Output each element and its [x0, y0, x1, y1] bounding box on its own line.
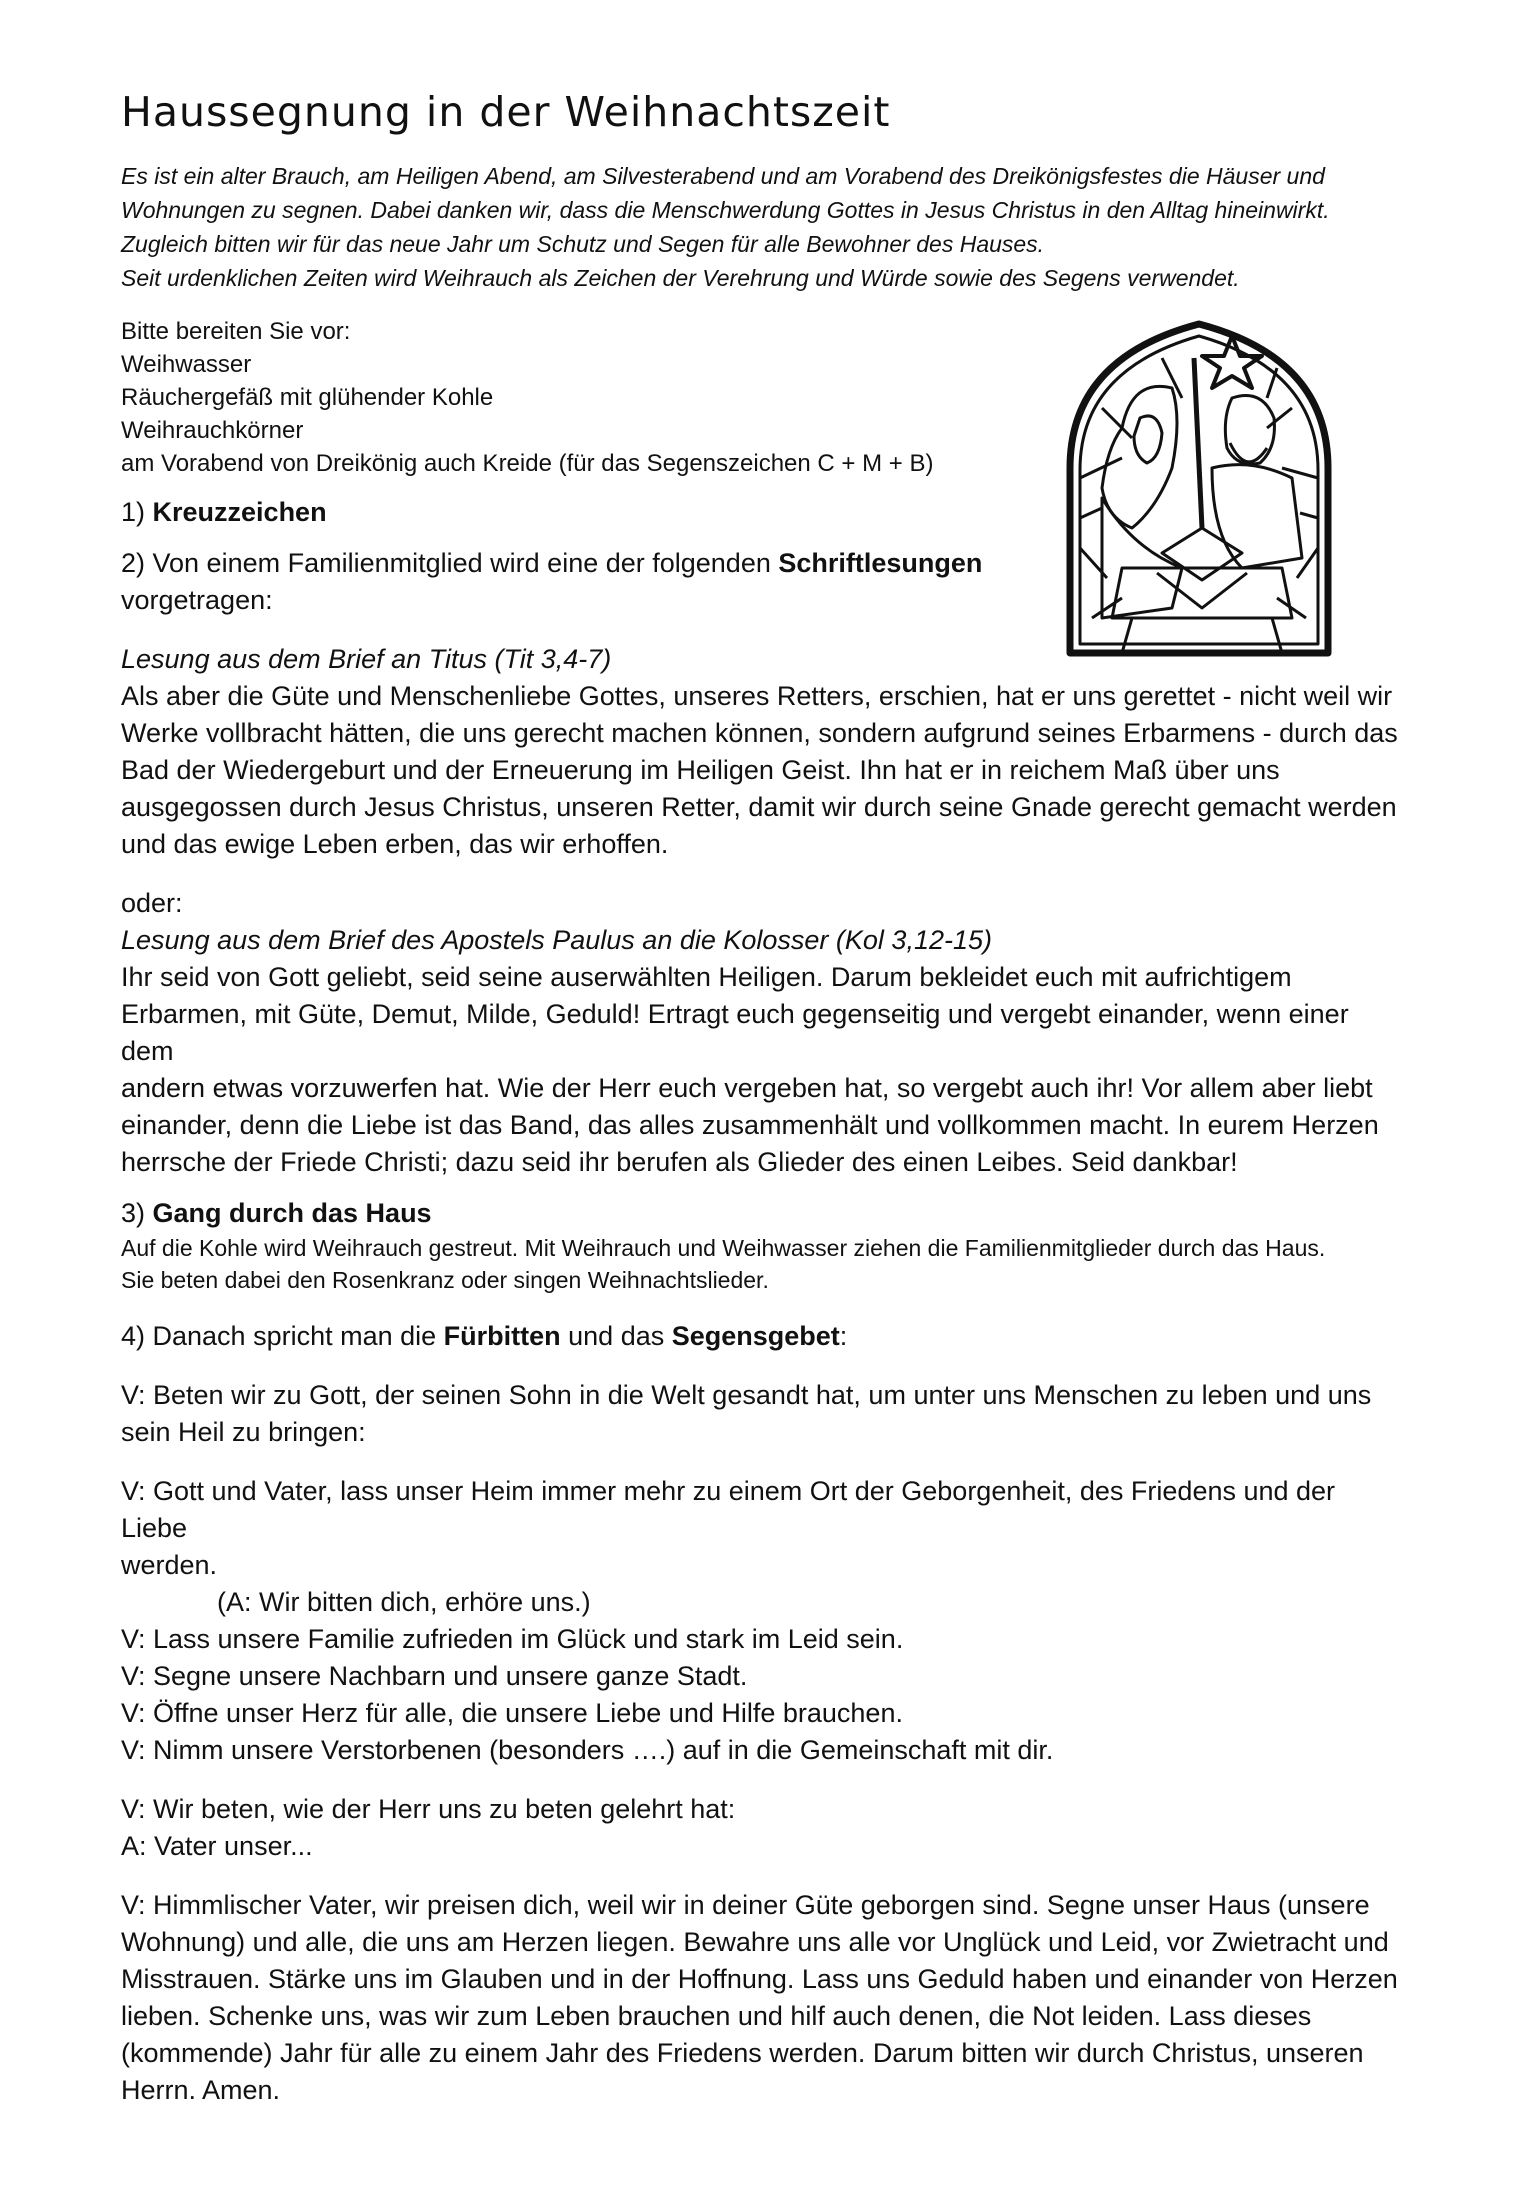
prep-item: Räuchergefäß mit glühender Kohle — [121, 384, 494, 412]
blessing-line: Wohnung) und alle, die uns am Herzen liegen. Bewahre uns alle vor Unglück und Leid, vor Zwietracht und — [121, 1927, 1389, 1958]
step-1-title: Kreuzzeichen — [152, 497, 327, 528]
petition-line: V: Segne unsere Nachbarn und unsere ganze Stadt. — [121, 1661, 748, 1692]
reading-line: herrsche der Friede Christi; dazu seid ihr berufen als Glieder des einen Leibes. Seid dankbar! — [121, 1147, 1238, 1178]
reading-line: ausgegossen durch Jesus Christus, unseren Retter, damit wir durch seine Gnade gerecht gemacht werden — [121, 792, 1397, 823]
reading-line: Ihr seid von Gott geliebt, seid seine auserwählten Heiligen. Darum bekleidet euch mit aufrichtigem — [121, 962, 1292, 993]
petition-line: werden. — [121, 1550, 218, 1581]
intro-line: Wohnungen zu segnen. Dabei danken wir, dass die Menschwerdung Gottes in Jesus Christus in den Alltag hineinwirkt. — [121, 197, 1330, 224]
blessing-prayer — [121, 1887, 1401, 2109]
reading-line: Werke vollbracht hätten, die uns gerecht machen können, sondern aufgrund seines Erbarmens - durch das — [121, 718, 1398, 749]
page-title: Haussegnung in der Weihnachtszeit — [121, 88, 891, 136]
blessing-line: lieben. Schenke uns, was wir zum Leben brauchen und hilf auch denen, die Not leiden. Lass dieses — [121, 2001, 1312, 2032]
intro-line: Es ist ein alter Brauch, am Heiligen Abend, am Silvesterabend und am Vorabend des Dreikönigsfestes die Häuser und — [121, 163, 1325, 190]
lords-prayer: V: Wir beten, wie der Herr uns zu beten gelehrt hat: A: Vater unser... — [121, 1794, 736, 1862]
reading-kolosser — [121, 885, 1401, 1181]
step-2: 2) Von einem Familienmitglied wird eine der folgenden Schriftlesungen vorgetragen: — [121, 548, 983, 616]
blessing-line: Misstrauen. Stärke uns im Glauben und in der Hoffnung. Lass uns Geduld haben und einander von Herzen — [121, 1964, 1398, 1995]
step-4: 4) Danach spricht man die Fürbitten und das Segensgebet: — [121, 1321, 848, 1352]
blessing-line: Herrn. Amen. — [121, 2075, 281, 2106]
intro-paragraph — [121, 159, 1401, 295]
prep-item: Weihwasser — [121, 351, 252, 379]
intro-line: Zugleich bitten wir für das neue Jahr um Schutz und Segen für alle Bewohner des Hauses. — [121, 231, 1045, 258]
reading-titus — [121, 641, 1401, 863]
nativity-stained-glass-icon — [1062, 318, 1336, 658]
petition-line: V: Nimm unsere Verstorbenen (besonders ….) auf in die Gemeinschaft mit dir. — [121, 1735, 1054, 1766]
reading-line: Bad der Wiedergeburt und der Erneuerung im Heiligen Geist. Ihn hat er in reichem Maß über uns — [121, 755, 1280, 786]
reading-title: Lesung aus dem Brief des Apostels Paulus an die Kolosser (Kol 3,12-15) — [121, 925, 993, 956]
step-1: 1) Kreuzzeichen — [121, 497, 327, 528]
step-3-line: Sie beten dabei den Rosenkranz oder singen Weihnachtslieder. — [121, 1267, 769, 1294]
blessing-line: (kommende) Jahr für alle zu einem Jahr des Friedens werden. Darum bitten wir durch Christus, unseren — [121, 2038, 1364, 2069]
reading-line: andern etwas vorzuwerfen hat. Wie der Herr euch vergeben hat, so vergebt auch ihr! Vor allem aber liebt — [121, 1073, 1373, 1104]
prep-item: Weihrauchkörner — [121, 417, 304, 445]
petition-line: V: Gott und Vater, lass unser Heim immer mehr zu einem Ort der Geborgenheit, des Friedens und der Liebe — [121, 1476, 1336, 1544]
petition-line: V: Öffne unser Herz für alle, die unsere Liebe und Hilfe brauchen. — [121, 1698, 903, 1729]
step-4-keyword: Fürbitten — [443, 1321, 561, 1352]
intercession-intro: V: Beten wir zu Gott, der seinen Sohn in die Welt gesandt hat, um unter uns Menschen zu leben und uns sein Heil zu bringen: — [121, 1380, 1372, 1448]
intro-line: Seit urdenklichen Zeiten wird Weihrauch als Zeichen der Verehrung und Würde sowie des Segens verwendet. — [121, 265, 1240, 292]
reading-line: Als aber die Güte und Menschenliebe Gottes, unseres Retters, erschien, hat er uns gerettet - nicht weil wir — [121, 681, 1393, 712]
reading-title: Lesung aus dem Brief an Titus (Tit 3,4-7) — [121, 644, 612, 675]
step-4-keyword: Segensgebet — [671, 1321, 840, 1352]
petition-line: V: Lass unsere Familie zufrieden im Glück und stark im Leid sein. — [121, 1624, 904, 1655]
prep-item: am Vorabend von Dreikönig auch Kreide (für das Segenszeichen C + M + B) — [121, 450, 934, 478]
step-3-line: Auf die Kohle wird Weihrauch gestreut. Mit Weihrauch und Weihwasser ziehen die Familienmitglieder durch das Haus. — [121, 1235, 1326, 1262]
reading-line: und das ewige Leben erben, das wir erhoffen. — [121, 829, 669, 860]
step-3: 3) Gang durch das Haus Auf die Kohle wird Weihrauch gestreut. Mit Weihrauch und Weihwasser ziehen die Familienmitglieder durch das Haus. Sie beten dabei den Rosenkranz oder singen Weihnachtslieder. — [121, 1195, 1401, 1296]
petition-response: (A: Wir bitten dich, erhöre uns.) — [217, 1587, 591, 1618]
reading-line: Erbarmen, mit Güte, Demut, Milde, Geduld! Ertragt euch gegenseitig und vergebt einander, wenn einer dem — [121, 999, 1349, 1067]
step-3-title: Gang durch das Haus — [152, 1198, 432, 1229]
step-2-keyword: Schriftlesungen — [778, 548, 983, 579]
petitions — [121, 1473, 1401, 1769]
prep-heading: Bitte bereiten Sie vor: — [121, 318, 351, 346]
blessing-line: V: Himmlischer Vater, wir preisen dich, weil wir in deiner Güte geborgen sind. Segne unser Haus (unsere — [121, 1890, 1370, 1921]
reading-line: einander, denn die Liebe ist das Band, das alles zusammenhält und vollkommen macht. In eurem Herzen — [121, 1110, 1379, 1141]
or-label: oder: — [121, 888, 183, 919]
